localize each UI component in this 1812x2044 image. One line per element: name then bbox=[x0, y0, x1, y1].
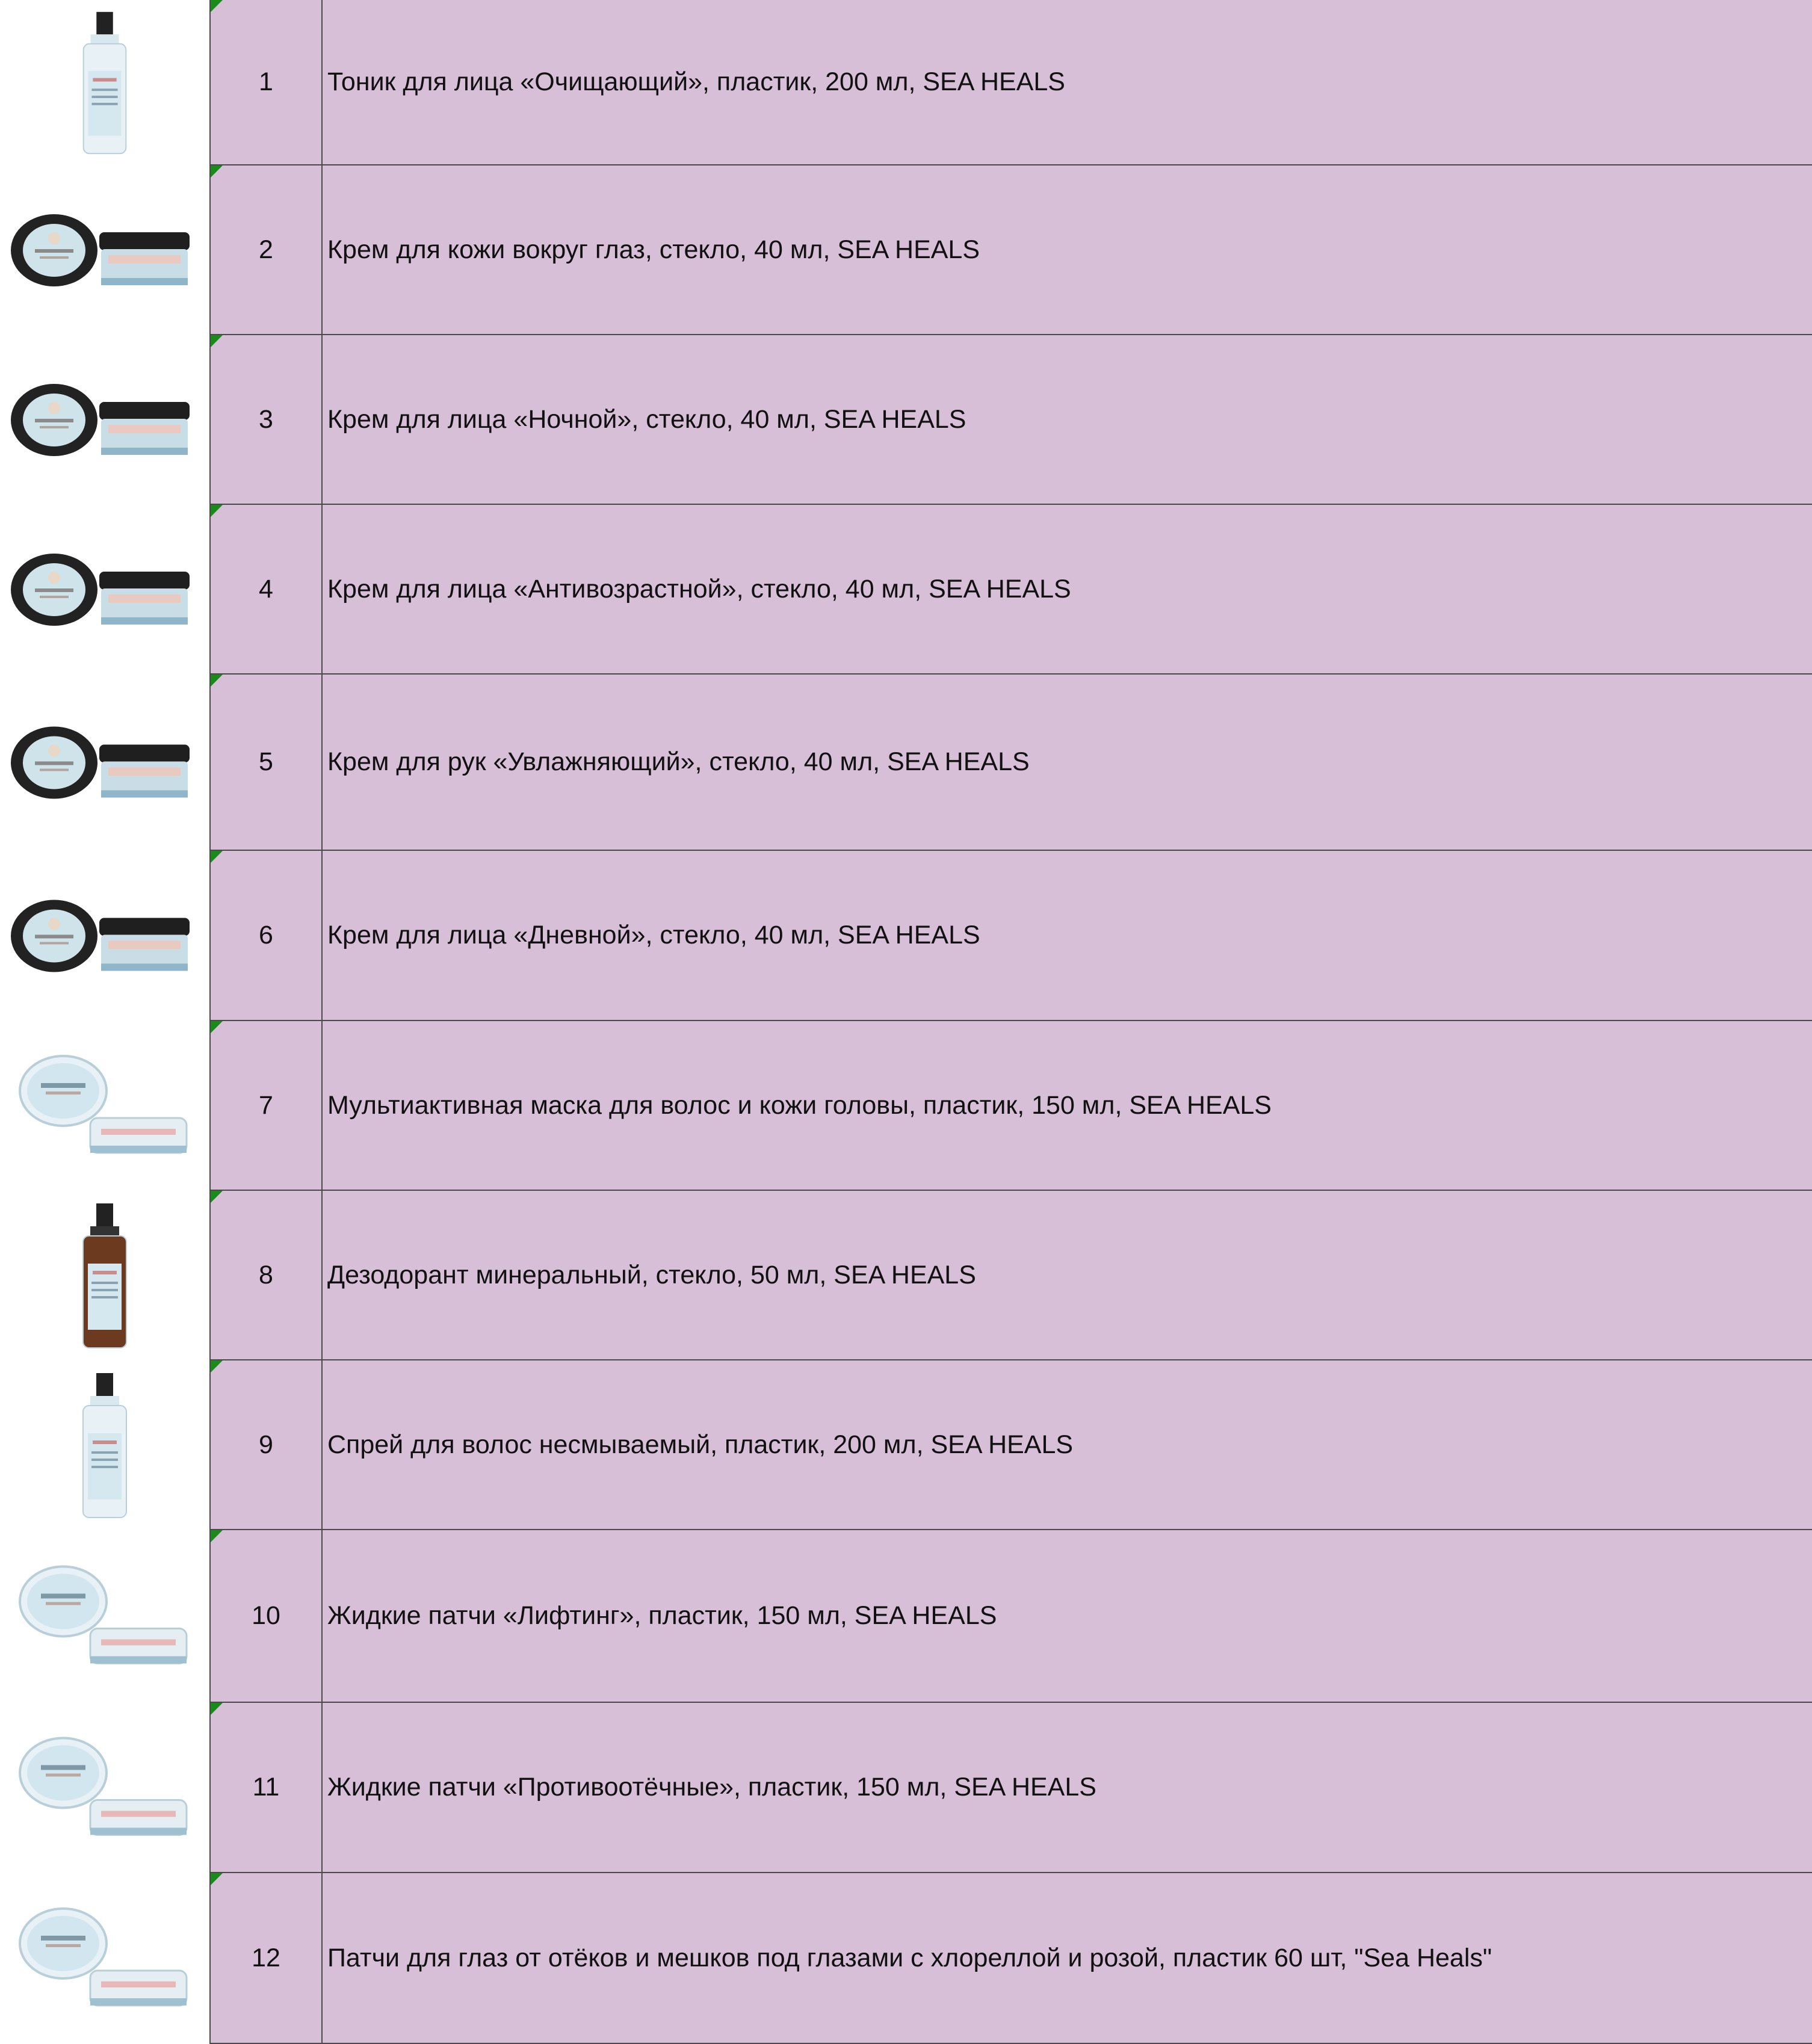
table-row bbox=[209, 335, 1812, 505]
table-row bbox=[209, 675, 1812, 851]
product-name-cell[interactable]: Крем для лица «Дневной», стекло, 40 мл, SEA HEALS bbox=[327, 921, 980, 949]
product-name-cell[interactable]: Мультиактивная маска для волос и кожи головы, пластик, 150 мл, SEA HEALS bbox=[327, 1090, 1272, 1120]
glass-jar-icon[interactable] bbox=[0, 511, 209, 668]
row-number-cell[interactable]: 2 bbox=[209, 165, 323, 334]
table-row bbox=[209, 851, 1812, 1021]
table-row bbox=[209, 1360, 1812, 1530]
product-name-cell[interactable]: Крем для лица «Антивозрастной», стекло, 40 мл, SEA HEALS bbox=[327, 574, 1071, 604]
row-number-cell[interactable]: 5 bbox=[209, 675, 323, 850]
spray-bottle-icon[interactable] bbox=[0, 1197, 209, 1354]
glass-jar-icon[interactable] bbox=[0, 857, 209, 1015]
table-row bbox=[209, 165, 1812, 335]
row-number-cell[interactable]: 4 bbox=[209, 505, 323, 673]
product-name-cell[interactable]: Жидкие патчи «Лифтинг», пластик, 150 мл, SEA HEALS bbox=[327, 1601, 997, 1630]
table-row bbox=[209, 505, 1812, 675]
plastic-jar-icon[interactable] bbox=[0, 1027, 209, 1185]
product-name-cell[interactable]: Крем для рук «Увлажняющий», стекло, 40 мл, SEA HEALS bbox=[327, 747, 1030, 776]
image-column bbox=[0, 0, 209, 2044]
row-number-cell[interactable]: 9 bbox=[209, 1360, 323, 1529]
product-name-cell[interactable]: Спрей для волос несмываемый, пластик, 200 мл, SEA HEALS bbox=[327, 1430, 1074, 1459]
product-name-cell[interactable]: Дезодорант минеральный, стекло, 50 мл, SEA HEALS bbox=[327, 1260, 976, 1289]
row-number-cell[interactable]: 7 bbox=[209, 1021, 323, 1190]
plastic-jar-icon[interactable] bbox=[0, 1536, 209, 1697]
row-number-cell[interactable]: 1 bbox=[209, 0, 323, 164]
plastic-jar-icon[interactable] bbox=[0, 1709, 209, 1867]
table-row bbox=[209, 1703, 1812, 1873]
row-number-cell[interactable]: 6 bbox=[209, 851, 323, 1020]
table-row bbox=[209, 1021, 1812, 1191]
product-name-cell[interactable]: Крем для лица «Ночной», стекло, 40 мл, SEA HEALS bbox=[327, 404, 966, 434]
product-name-cell[interactable]: Тоник для лица «Очищающий», пластик, 200 мл, SEA HEALS bbox=[327, 67, 1065, 96]
row-number-cell[interactable]: 10 bbox=[209, 1530, 323, 1702]
product-name-cell[interactable]: Патчи для глаз от отёков и мешков под глазами с хлореллой и розой, пластик 60 шт, "Sea Heals" bbox=[327, 1943, 1492, 1972]
product-table bbox=[209, 0, 1812, 2044]
row-number-cell[interactable]: 3 bbox=[209, 335, 323, 504]
row-number-cell[interactable]: 8 bbox=[209, 1191, 323, 1359]
table-row bbox=[209, 1873, 1812, 2044]
glass-jar-icon[interactable] bbox=[0, 681, 209, 845]
row-number-cell[interactable]: 12 bbox=[209, 1873, 323, 2043]
plastic-jar-icon[interactable] bbox=[0, 1879, 209, 2038]
tonic-bottle-icon[interactable] bbox=[0, 6, 209, 159]
row-number-cell[interactable]: 11 bbox=[209, 1703, 323, 1872]
glass-jar-icon[interactable] bbox=[0, 171, 209, 329]
spray-bottle-icon[interactable] bbox=[0, 1366, 209, 1524]
table-row bbox=[209, 0, 1812, 165]
table-row bbox=[209, 1530, 1812, 1703]
product-name-cell[interactable]: Крем для кожи вокруг глаз, стекло, 40 мл, SEA HEALS bbox=[327, 235, 980, 264]
glass-jar-icon[interactable] bbox=[0, 341, 209, 499]
table-row bbox=[209, 1191, 1812, 1360]
product-name-cell[interactable]: Жидкие патчи «Противоотёчные», пластик, 150 мл, SEA HEALS bbox=[327, 1773, 1096, 1802]
